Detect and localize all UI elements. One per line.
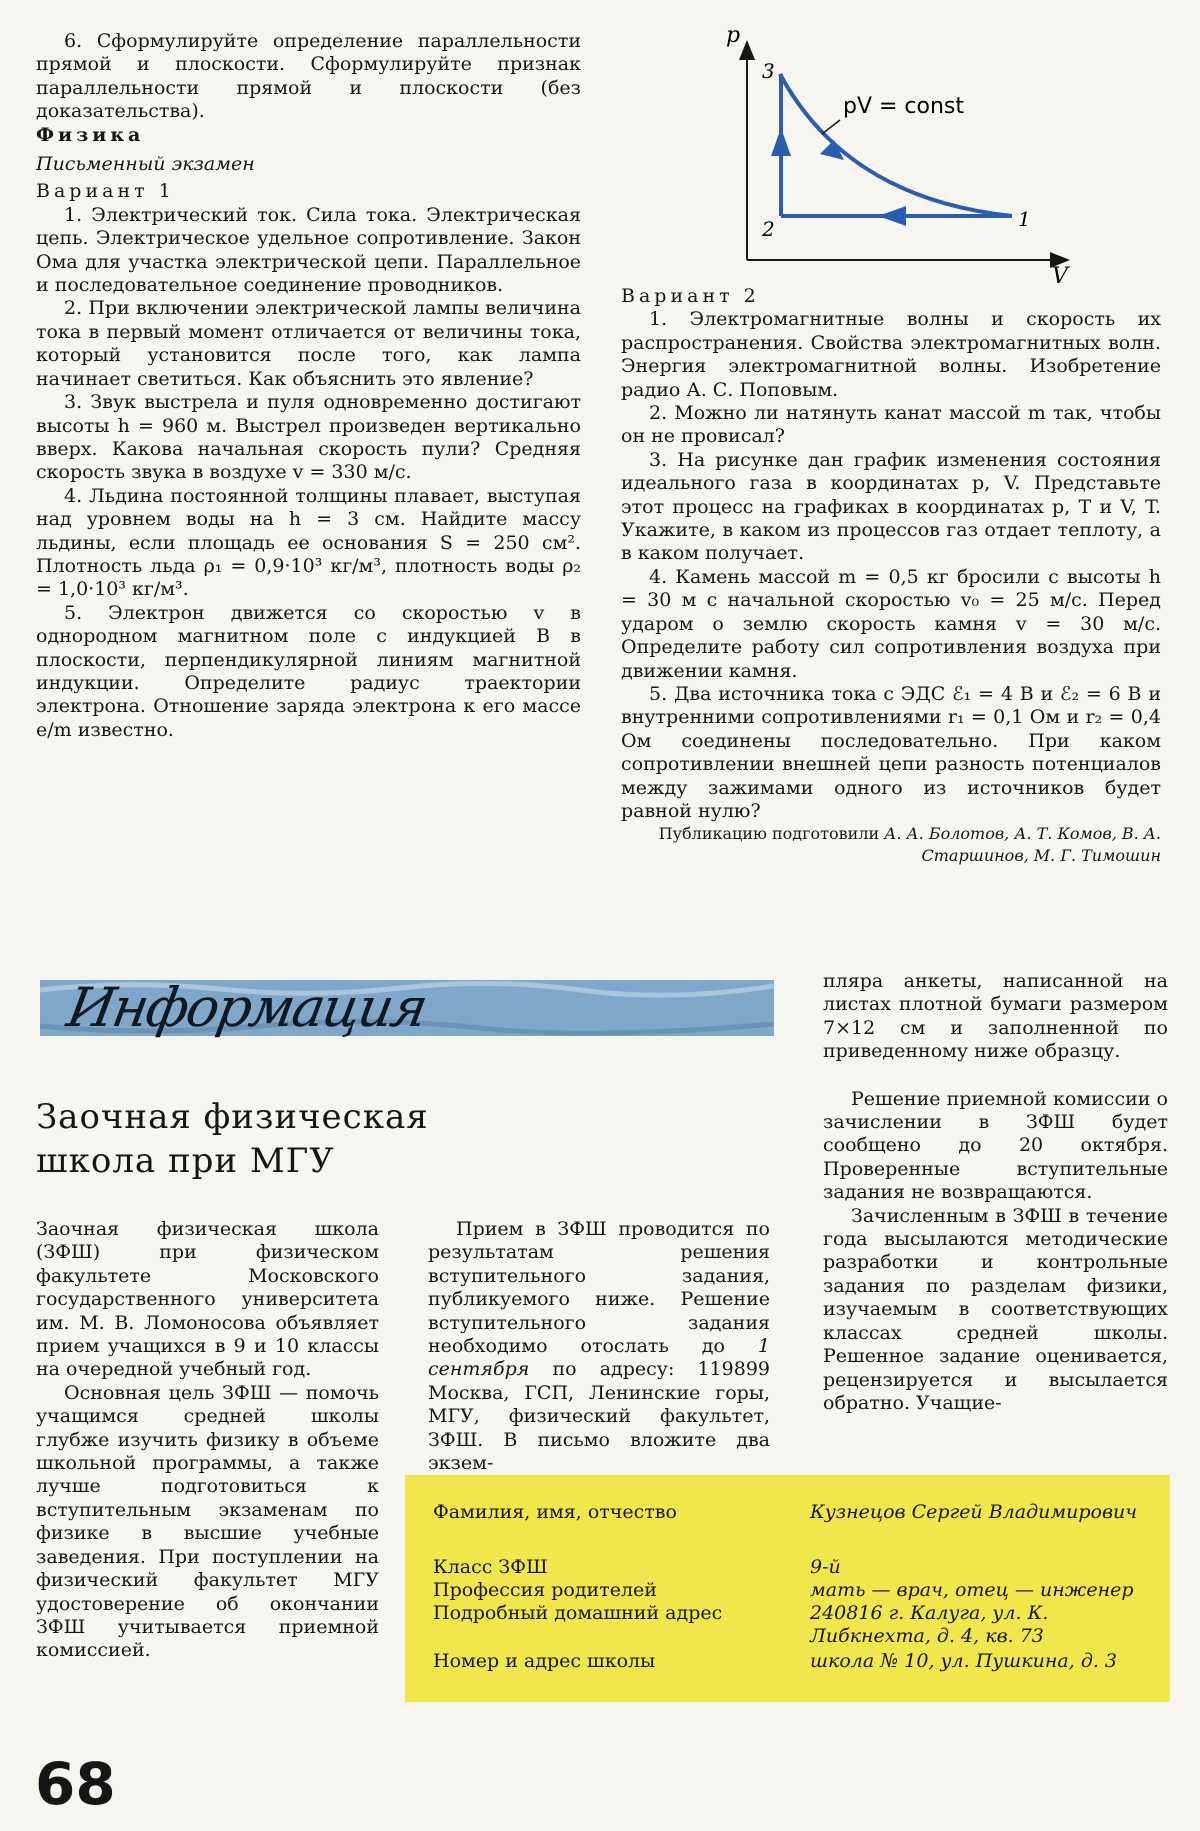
info-col2-date: 1 сентября — [428, 1335, 770, 1381]
byline-names: А. А. Болотов, А. Т. Комов, В. А. Старшинов, М. Г. Тимошин — [884, 824, 1161, 866]
info-col1-p2: Основная цель ЗФШ — помочь учащимся средней школы глубже изучить физику в объеме школьной программы, а также лучше подготовиться к вступительным экзаменам по физике в высшие учебные заведения. При поступлении на физический факультет МГУ удостоверение об окончании ЗФШ учитывается приемной комиссией. — [36, 1381, 379, 1662]
right-column — [621, 285, 1161, 867]
sample-form — [405, 1475, 1170, 1702]
form-label-name: Фамилия, имя, отчество — [433, 1501, 677, 1523]
v2-question-4: 4. Камень массой m = 0,5 кг бросили с высоты h = 30 м с начальной скоростью v₀ = 25 м/с. Перед ударом о землю скорость камня v = 30 м/с. Определите работу сил сопротивления воздуха при движении камня. — [621, 565, 1161, 682]
graph-arrow-left — [878, 206, 906, 226]
v2-question-5: 5. Два источника тока с ЭДС ℰ₁ = 4 В и ℰ₂ = 6 В и внутренними сопротивлениями r₁ = 0,1 Ом и r₂ = 0,4 Ом соединены последовательно. При каком сопротивлении внешней цепи разность потенциалов между зажимами одного из источников будет равной нулю? — [621, 682, 1161, 822]
math-question-6: 6. Сформулируйте определение параллельности прямой и плоскости. Сформулируйте признак параллельности прямой и плоскости (без доказательства). — [36, 30, 581, 123]
form-label-school: Номер и адрес школы — [433, 1650, 656, 1672]
v1-question-5: 5. Электрон движется со скоростью v в однородном магнитном поле с индукцией B в плоскости, перпендикулярной линиям магнитной индукции. Определите радиус траектории электрона. Отношение заряда электрона к его массе e/m известно. — [36, 601, 581, 741]
v1-question-2: 2. При включении электрической лампы величина тока в первый момент отличается от величины тока, который установится после того, как лампа начинает светиться. Как объяснить это явление? — [36, 297, 581, 390]
v1-question-4: 4. Льдина постоянной толщины плавает, выступая над уровнем воды на h = 3 см. Найдите массу льдины, если площадь ее основания S = 250 см². Плотность льда ρ₁ = 0,9·10³ кг/м³, плотность воды ρ₂ = 1,0·10³ кг/м³. — [36, 484, 581, 601]
bottom-column-3 — [823, 970, 1168, 1415]
graph-y-label: p — [726, 28, 741, 48]
info-banner-title: Информация — [62, 976, 431, 1039]
page-number: 68 — [35, 1750, 116, 1818]
variant-1-title: Вариант 1 — [36, 180, 175, 203]
info-col3-p1: пляра анкеты, написанной на листах плотной бумаги размером 7×12 см и заполненной по приведенному ниже образцу. — [823, 970, 1168, 1063]
v2-question-2: 2. Можно ли натянуть канат массой m так, чтобы он не провисал? — [621, 402, 1161, 448]
v2-question-3: 3. На рисунке дан график изменения состояния идеального газа в координатах p, V. Представьте этот процесс на графиках в координатах p, T и V, T. Укажите, в каком из процессов газ отдает теплоту, а в каком получает. — [621, 448, 1161, 565]
info-col1-p1: Заочная физическая школа (ЗФШ) при физическом факультете Московского государственного университета им. М. В. Ломоносова объявляет прием учащихся в 9 и 10 классы на очередной учебный год. — [36, 1218, 379, 1381]
physics-subheading: Письменный экзамен — [36, 153, 255, 176]
graph-arrow-up — [771, 128, 791, 156]
info-col3-p2: Решение приемной комиссии о зачислении в ЗФШ будет сообщено до 20 октября. Проверенные вступительные задания не возвращаются. — [823, 1087, 1168, 1204]
physics-heading: Физика — [36, 123, 145, 146]
info-col3-p3: Зачисленным в ЗФШ в течение года высылаются методические разработки и контрольные задания по разделам физики, изучаемым в соответствующих классах средней школы. Решенное задание оценивается, рецензируется и высылается обратно. Учащие- — [823, 1204, 1168, 1414]
graph-point-3: 3 — [762, 59, 775, 83]
v1-question-3: 3. Звук выстрела и пуля одновременно достигают высоты h = 960 м. Выстрел произведен вертикально вверх. Какова начальная скорость пули? Средняя скорость звука в воздухе v = 330 м/с. — [36, 391, 581, 484]
info-col2-text-b: по адресу: 119899 Москва, ГСП, Ленинские горы, МГУ, физический факультет, ЗФШ. В письмо вложите два экзем- — [428, 1358, 770, 1475]
left-column — [36, 30, 581, 742]
form-label-address: Подробный домашний адрес — [433, 1602, 723, 1624]
pv-graph — [700, 28, 1080, 288]
info-col2-text-a: Прием в ЗФШ проводится по результатам решения вступительного задания, публикуемого ниже. Решение вступительного задания необходимо отослать до — [428, 1218, 770, 1358]
variant-2-title: Вариант 2 — [621, 285, 760, 307]
form-label-class: Класс ЗФШ — [433, 1556, 548, 1578]
info-col2-p1 — [428, 1218, 770, 1475]
bottom-column-2 — [428, 1218, 770, 1475]
graph-label-leader — [822, 120, 840, 134]
bottom-column-1 — [36, 1218, 379, 1663]
graph-curve-label: pV = const — [843, 94, 965, 119]
v2-question-1: 1. Электромагнитные волны и скорость их распространения. Свойства электромагнитных волн. Энергия электромагнитной волны. Изобретение радио А. С. Поповым. — [621, 308, 1161, 401]
school-title: Заочная физическая школа при МГУ — [36, 1097, 429, 1181]
graph-x-label: V — [1052, 264, 1068, 288]
form-value-address: 240816 г. Калуга, ул. К. Либкнехта, д. 4, кв. 73 — [810, 1602, 1049, 1647]
graph-point-1: 1 — [1018, 207, 1031, 231]
v1-question-1: 1. Электрический ток. Сила тока. Электрическая цепь. Электрическое удельное сопротивление. Закон Ома для участка электрической цепи. Параллельное и последовательное соединение проводников. — [36, 203, 581, 297]
form-value-school: школа № 10, ул. Пушкина, д. 3 — [810, 1650, 1118, 1672]
form-value-parents: мать — врач, отец — инженер — [810, 1579, 1134, 1601]
form-value-name: Кузнецов Сергей Владимирович — [810, 1501, 1138, 1523]
byline-prefix: Публикацию подготовили — [658, 824, 880, 844]
graph-point-2: 2 — [762, 217, 775, 241]
byline — [621, 823, 1161, 867]
form-value-class: 9-й — [810, 1556, 841, 1578]
form-label-parents: Профессия родителей — [433, 1579, 657, 1601]
